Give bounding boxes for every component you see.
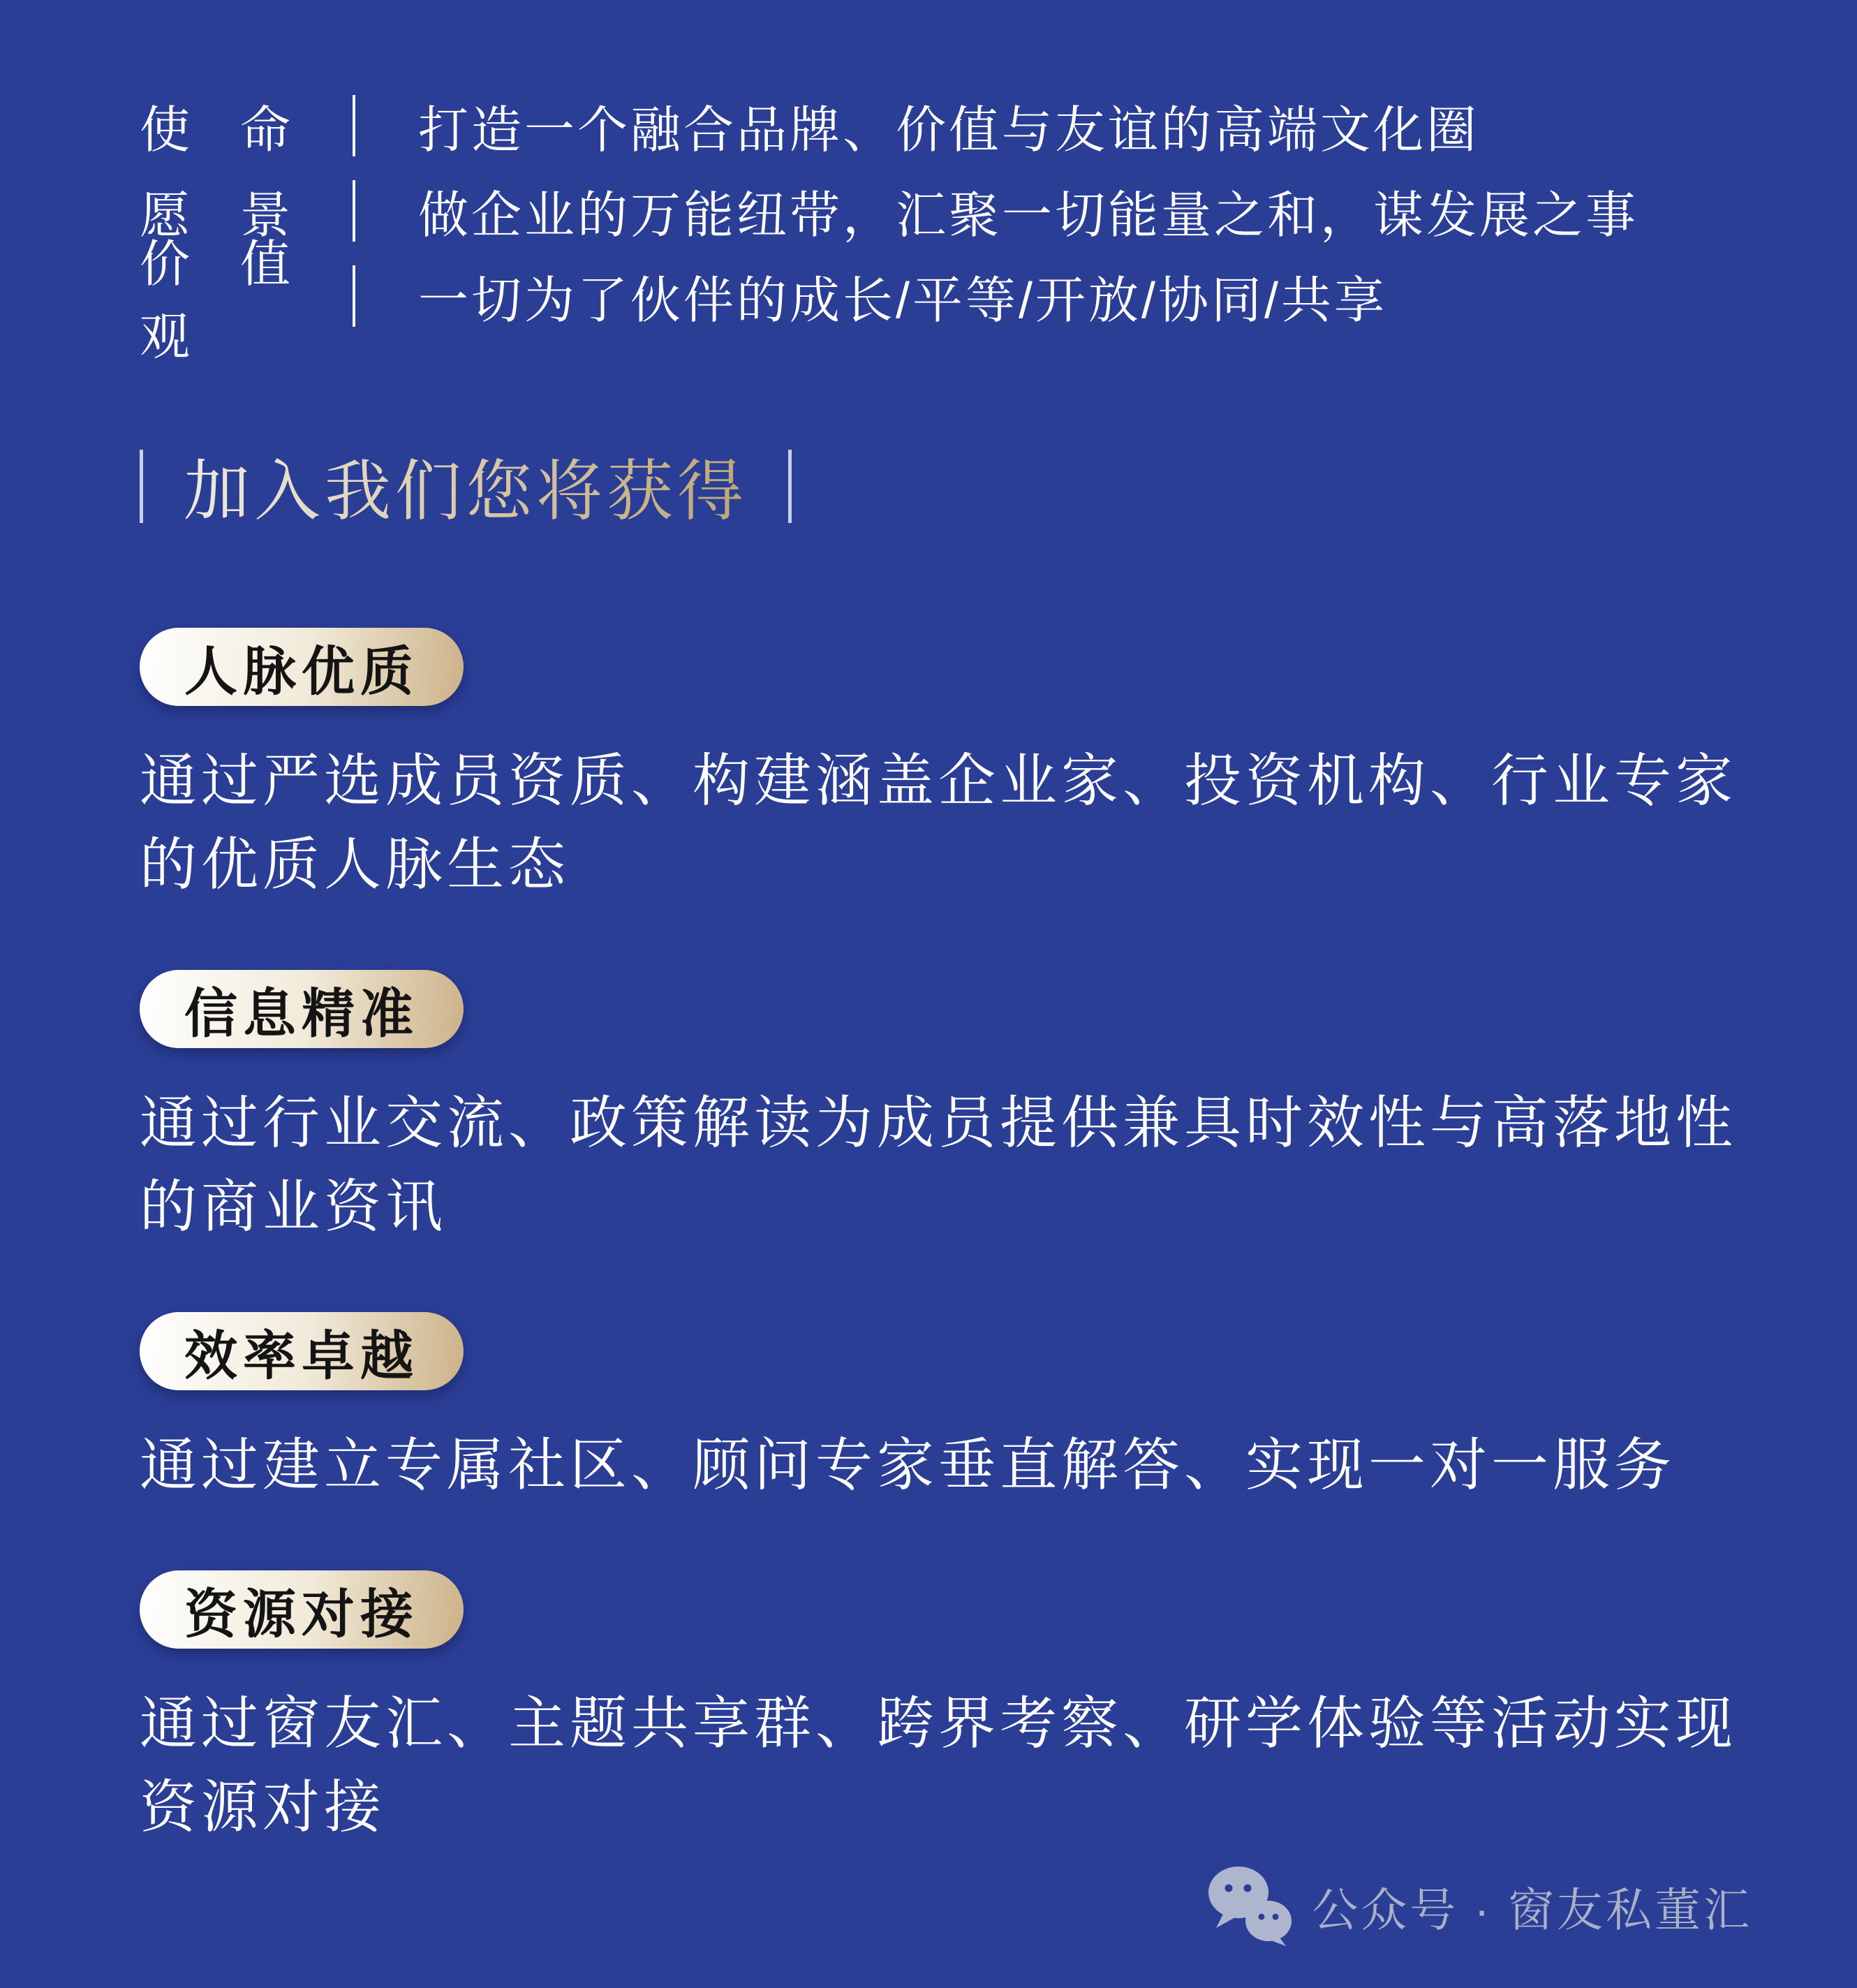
benefit-badge [140,628,464,706]
mission-label: 使命 [140,103,293,159]
benefit-badge [140,1570,464,1649]
benefit-badge-label: 资源对接 [184,1584,419,1644]
wechat-icon [1207,1865,1294,1946]
vertical-divider [353,180,355,242]
section-title: 加入我们您将获得 [184,439,748,533]
benefit-badge [140,970,464,1048]
header-right-bar [788,450,792,523]
vision-text: 做企业的万能纽带，汇聚一切能量之和，谋发展之事 [418,188,1639,244]
vision-label: 愿景 [140,188,293,244]
vertical-divider [353,95,355,156]
benefit-badge-label: 人脉优质 [184,642,419,702]
wechat-account-label: 公众号 · 窗友私董汇 [1312,1883,1752,1936]
vision-row [140,176,1745,246]
benefit-badge [140,1312,464,1390]
benefit-description: 通过行业交流、政策解读为成员提供兼具时效性与高落地性的商业资讯 [140,1091,1738,1239]
benefit-block-resources [140,1570,1745,1850]
values-label: 价值观 [140,237,293,365]
header-left-bar [140,450,143,523]
benefit-badge-label: 信息精准 [184,984,419,1044]
values-row [140,237,1745,365]
mission-vision-values [140,91,1745,365]
benefit-block-efficiency [140,1312,1745,1508]
mission-text: 打造一个融合品牌、价值与友谊的高端文化圈 [418,103,1480,159]
mission-row [140,91,1745,161]
benefit-description: 通过窗友汇、主题共享群、跨界考察、研学体验等活动实现资源对接 [140,1692,1738,1839]
values-text: 一切为了伙伴的成长/平等/开放/协同/共享 [418,273,1388,329]
benefit-badge-label: 效率卓越 [184,1326,419,1386]
benefit-description: 通过建立专属社区、顾问专家垂直解答、实现一对一服务 [140,1434,1676,1497]
vertical-divider [353,265,355,327]
benefit-description: 通过严选成员资质、构建涵盖企业家、投资机构、行业专家的优质人脉生态 [140,749,1738,897]
benefit-block-information [140,970,1745,1249]
wechat-footer [1207,1865,1752,1946]
poster-content [140,91,1745,1913]
benefits-list [140,628,1745,1850]
section-header [140,439,1745,533]
benefit-block-network [140,628,1745,907]
